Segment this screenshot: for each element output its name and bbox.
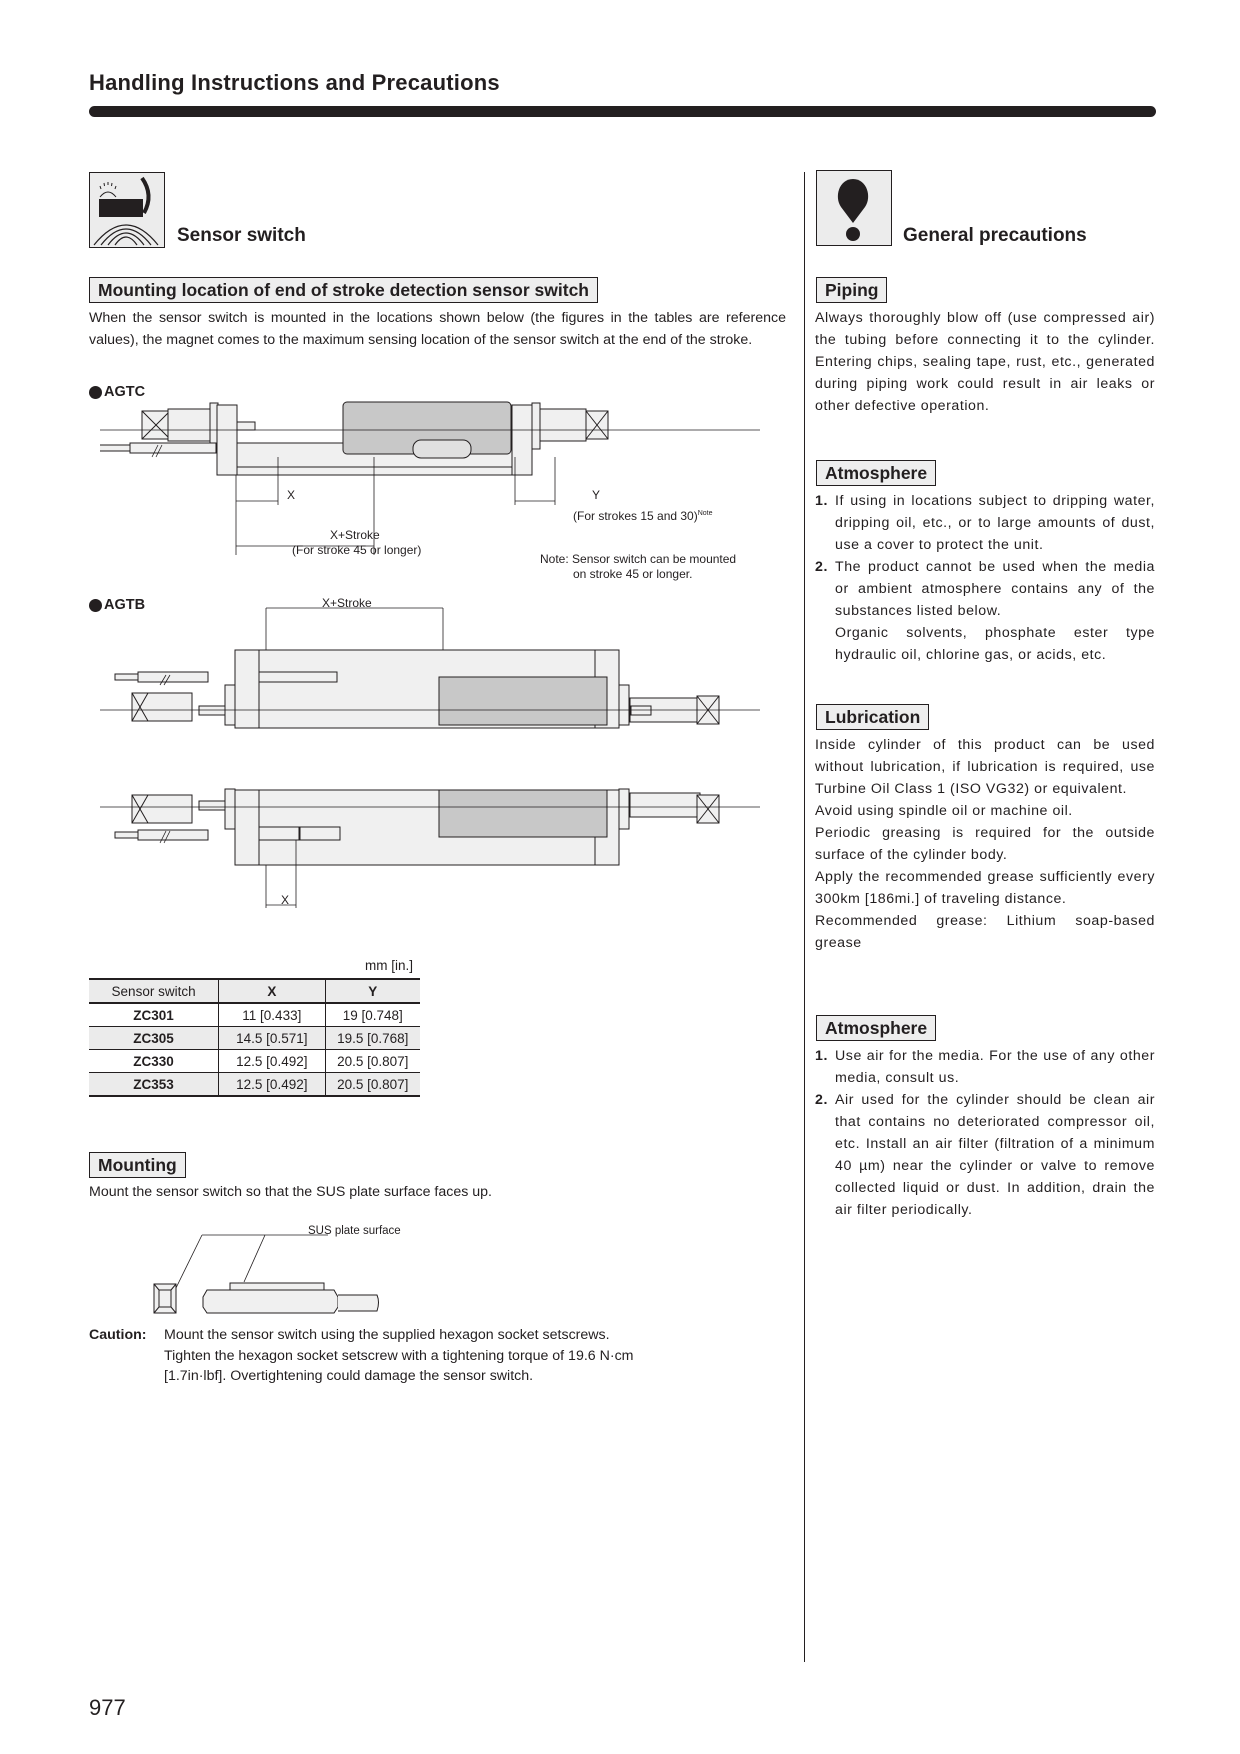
page-number: 977 [89,1695,126,1720]
mounting-text: Mount the sensor switch so that the SUS plate surface faces up. [89,1184,492,1200]
heading-piping: Piping [816,277,887,303]
list-number: 2. [815,559,828,575]
list-item [815,490,1155,556]
heading-lubrication: Lubrication [816,704,929,730]
table-row [89,1027,420,1050]
sus-plate-label: SUS plate surface [308,1225,401,1237]
list-number: 1. [815,1048,828,1064]
agtb-drawing-top [100,605,760,760]
table-unit: mm [in.] [365,958,414,973]
table-row [89,1003,420,1027]
cell-y: 19 [0.748] [325,1003,420,1027]
sensor-switch-table [89,978,420,1097]
page-title: Handling Instructions and Precautions [89,70,500,95]
cell-model: ZC353 [89,1073,219,1097]
list-item [815,1045,1155,1089]
agtc-dim-y-note [573,509,713,523]
note-superscript: Note [697,510,713,517]
caution-line: Tighten the hexagon socket setscrew with a tightening torque of 19.6 N·cm [164,1347,634,1364]
piping-text: Always thoroughly blow off (use compressed air) the tubing before connecting it to the cylinder. Entering chips, sealing tape, rust, etc., generated during piping work could result in air leaks or other defective operation. [815,310,1155,414]
caution-line: [1.7in·lbf]. Overtightening could damage the sensor switch. [164,1368,534,1384]
atmosphere-2-list [815,1045,1155,1221]
cell-x: 11 [0.433] [219,1003,325,1027]
section-title-sensor-switch: Sensor switch [177,225,306,246]
heading-mounting-location: Mounting location of end of stroke detection sensor switch [89,277,598,303]
table-header-row [89,979,420,1003]
agtb-label-text: AGTB [104,597,146,613]
caution-line: Mount the sensor switch using the supplied hexagon socket setscrews. [164,1327,610,1343]
title-rule [89,106,1156,117]
list-text-extra: Organic solvents, phosphate ester type hydraulic oil, chlorine gas, or acids, etc. [835,625,1155,663]
agtb-dim-x: X [281,893,290,907]
agtc-dim-y: Y [592,488,601,502]
col-header-x: X [219,979,325,1003]
caution-block [89,1325,634,1387]
lubrication-paragraph: Apply the recommended grease sufficiently every 300km [186mi.] of traveling distance. [815,869,1155,907]
list-text [835,556,1155,666]
list-number: 2. [815,1092,828,1108]
list-text: Air used for the cylinder should be clean air that contains no deteriorated compressor oil, etc. Install an air filter (filtration of a minimum 40 µm) near the cylinder or valve to remove collected liquid or dust. In addition, drain the air filter periodically. [835,1092,1155,1218]
list-item [815,1089,1155,1221]
heading-mounting: Mounting [89,1152,186,1178]
lubrication-text [815,734,1155,954]
lubrication-paragraph: Periodic greasing is required for the outside surface of the cylinder body. [815,825,1155,863]
cell-x: 14.5 [0.571] [219,1027,325,1050]
cell-y: 20.5 [0.807] [325,1073,420,1097]
table-row [89,1050,420,1073]
list-text-main: The product cannot be used when the media or ambient atmosphere contains any of the substances listed below. [835,559,1155,619]
section-title-general-precautions: General precautions [903,225,1087,246]
list-number: 1. [815,493,828,509]
agtc-dim-x-stroke-note: (For stroke 45 or longer) [292,543,422,557]
cell-x: 12.5 [0.492] [219,1050,325,1073]
caution-label: Caution: [89,1327,147,1343]
lubrication-paragraph: Recommended grease: Lithium soap-based grease [815,913,1155,951]
agtc-dim-x: X [287,488,296,502]
column-divider [804,172,805,1662]
agtc-label-text: AGTC [104,384,146,400]
agtb-drawing-bottom [100,775,760,920]
col-header-sensor-switch: Sensor switch [89,979,219,1003]
sensor-switch-icon [89,172,165,248]
table-row [89,1073,420,1097]
cell-model: ZC305 [89,1027,219,1050]
cell-model: ZC301 [89,1003,219,1027]
list-text: If using in locations subject to dripping water, dripping oil, etc., or to large amounts of dust, use a cover to protect the unit. [835,493,1155,553]
agtc-note-line2: on stroke 45 or longer. [573,567,693,581]
agtb-dim-x-stroke: X+Stroke [322,596,372,610]
list-text: Use air for the media. For the use of any other media, consult us. [835,1048,1155,1086]
list-item [815,556,1155,666]
cell-y: 19.5 [0.768] [325,1027,420,1050]
mounting-location-text: When the sensor switch is mounted in the locations shown below (the figures in the tables are reference values), the magnet comes to the maximum sensing location of the sensor switch at the end of the stroke. [89,310,786,348]
col-header-y: Y [325,979,420,1003]
heading-atmosphere-1: Atmosphere [816,460,936,486]
agtc-note-line1: Note: Sensor switch can be mounted [540,552,737,566]
agtc-dim-y-note-text: (For strokes 15 and 30) [573,509,698,523]
sus-plate-diagram [140,1225,420,1325]
exclamation-icon [816,170,892,246]
atmosphere-1-list [815,490,1155,666]
cell-model: ZC330 [89,1050,219,1073]
agtc-dim-x-stroke: X+Stroke [330,528,380,542]
lubrication-paragraph: Avoid using spindle oil or machine oil. [815,803,1073,819]
cell-y: 20.5 [0.807] [325,1050,420,1073]
lubrication-paragraph: Inside cylinder of this product can be used without lubrication, if lubrication is required, use Turbine Oil Class 1 (ISO VG32) or equivalent. [815,737,1155,797]
heading-atmosphere-2: Atmosphere [816,1015,936,1041]
cell-x: 12.5 [0.492] [219,1073,325,1097]
